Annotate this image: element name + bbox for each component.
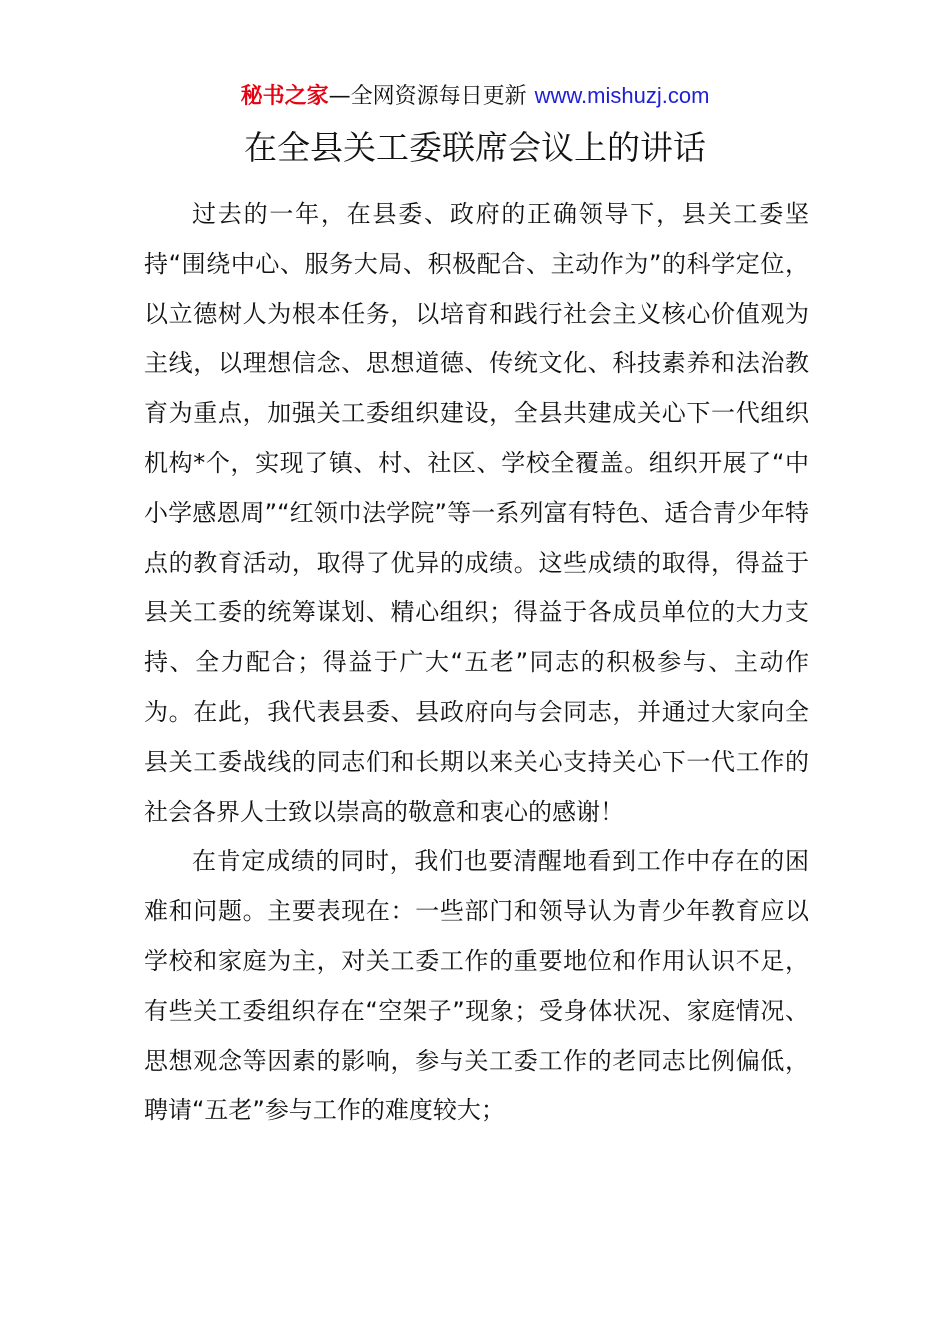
header-tagline: —全网资源每日更新 — [328, 84, 527, 109]
document-body — [144, 190, 809, 1136]
brand-name: 秘书之家 — [240, 84, 329, 109]
site-url-link[interactable]: www.mishuzj.com — [534, 83, 710, 108]
paragraph: 在肯定成绩的同时，我们也要清醒地看到工作中存在的困难和问题。主要表现在：一些部门和领导认为青少年教育应以学校和家庭为主，对关工委工作的重要地位和作用认识不足，有些关工委组织存在“空架子”现象；受身体状况、家庭情况、思想观念等因素的影响，参与关工委工作的老同志比例偏低，聘请“五老”参与工作的难度较大； — [144, 847, 809, 1125]
paragraph: 过去的一年，在县委、政府的正确领导下，县关工委坚持“围绕中心、服务大局、积极配合、主动作为”的科学定位，以立德树人为根本任务，以培育和践行社会主义核心价值观为主线，以理想信念、思想道德、传统文化、科技素养和法治教育为重点，加强关工委组织建设，全县共建成关心下一代组织机构*个，实现了镇、村、社区、学校全覆盖。组织开展了“中小学感恩周”“红领巾法学院”等一系列富有特色、适合青少年特点的教育活动，取得了优异的成绩。这些成绩的取得，得益于县关工委的统筹谋划、精心组织；得益于各成员单位的大力支持、全力配合；得益于广大“五老”同志的积极参与、主动作为。在此，我代表县委、县政府向与会同志，并通过大家向全县关工委战线的同志们和长期以来关心支持关心下一代工作的社会各界人士致以崇高的敬意和衷心的感谢！ — [144, 200, 809, 826]
watermark-header — [0, 80, 950, 113]
document-title: 在全县关工委联席会议上的讲话 — [244, 128, 706, 167]
